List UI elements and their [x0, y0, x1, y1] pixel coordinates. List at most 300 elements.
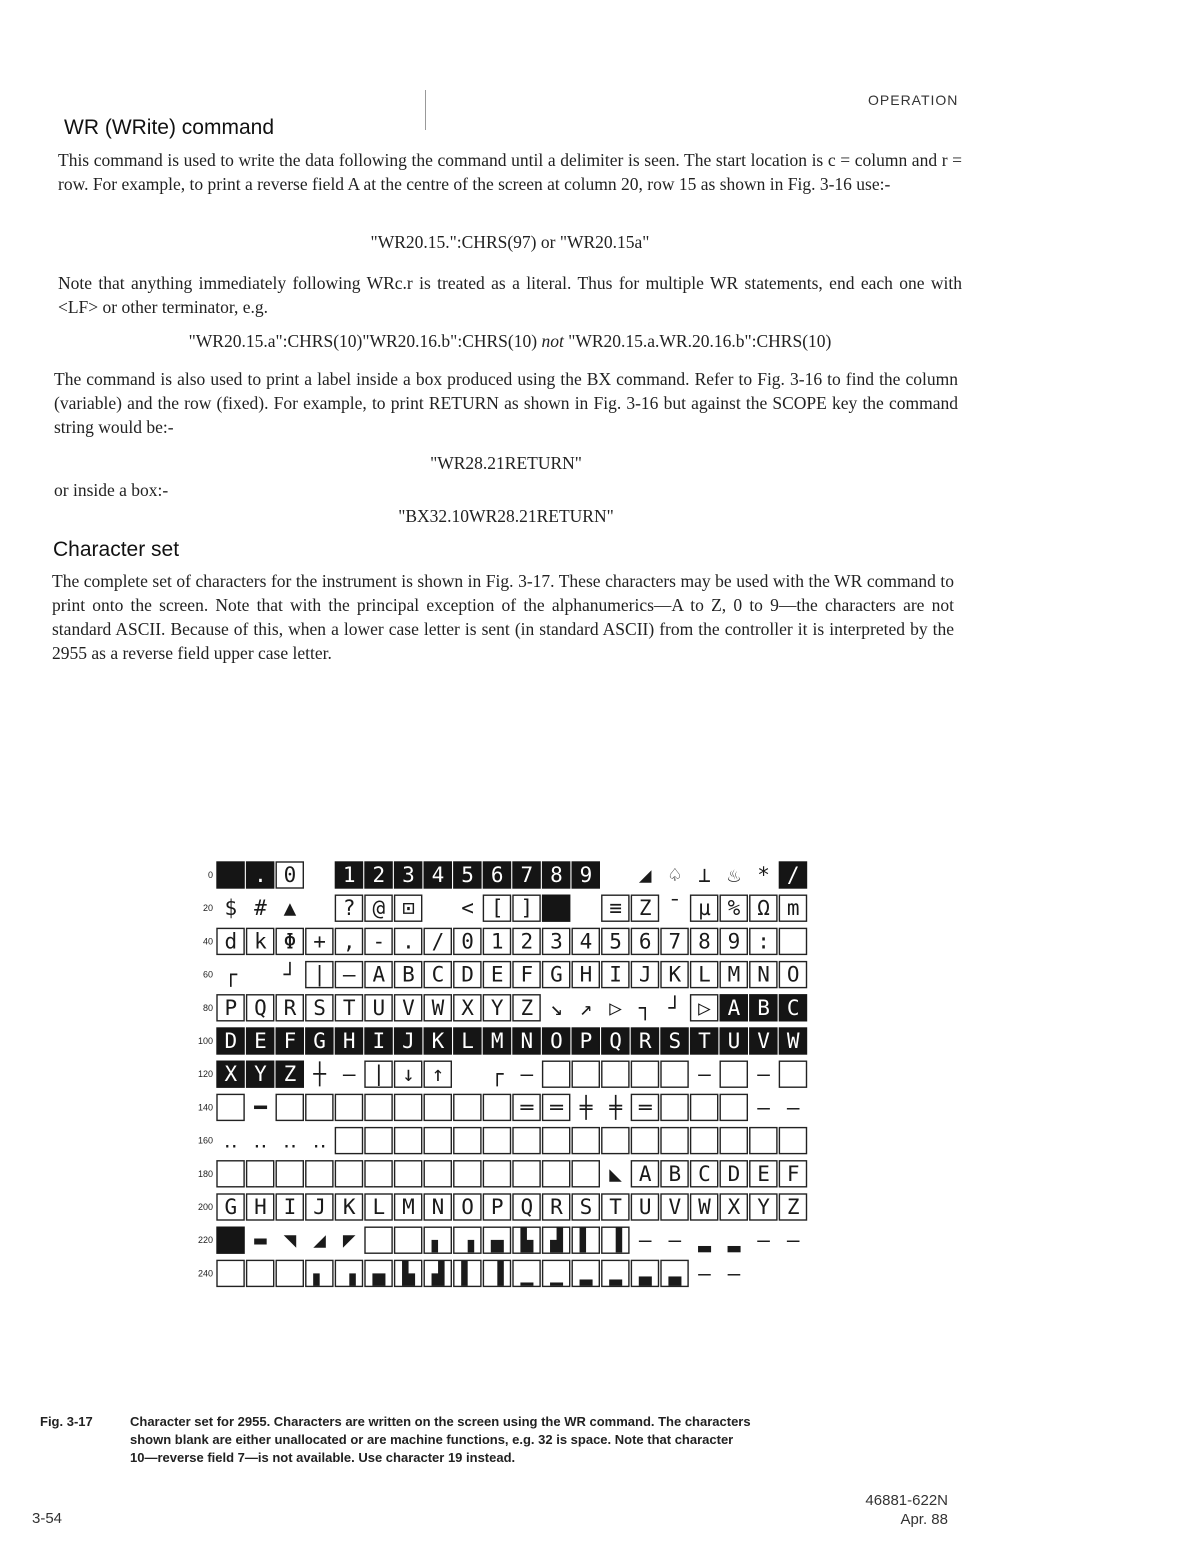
character-glyph: ╪	[579, 1095, 593, 1120]
cell-frame	[543, 1161, 570, 1187]
character-cell	[217, 1028, 244, 1054]
character-cell	[217, 928, 244, 954]
character-cell	[787, 1095, 800, 1119]
character-glyph: :	[757, 929, 770, 954]
character-cell	[454, 1194, 481, 1220]
character-cell	[335, 1128, 362, 1154]
character-cell	[306, 928, 333, 954]
character-glyph: 7	[668, 929, 682, 954]
character-glyph: Z	[283, 1062, 297, 1087]
character-cell	[454, 995, 481, 1021]
character-glyph: H	[254, 1195, 267, 1219]
document-date: Apr. 88	[900, 1511, 948, 1528]
character-cell	[365, 1128, 392, 1154]
character-cell	[483, 862, 510, 888]
character-cell	[454, 1028, 481, 1054]
character-glyph: ▟	[431, 1261, 445, 1286]
character-cell	[572, 1260, 599, 1286]
character-glyph: ▷	[609, 995, 622, 1020]
character-glyph: ‥	[253, 1128, 268, 1153]
character-glyph: ▙	[520, 1228, 534, 1253]
character-cell	[276, 1061, 303, 1087]
character-glyph: ▟	[550, 1228, 563, 1253]
binding-mark	[425, 90, 426, 130]
character-glyph: ▂	[698, 1228, 711, 1253]
character-glyph: V	[668, 1195, 682, 1219]
row-label: 180	[197, 1168, 213, 1179]
character-glyph: E	[254, 1029, 267, 1053]
character-glyph: K	[431, 1029, 445, 1053]
character-cell	[306, 1260, 333, 1286]
character-cell	[217, 1227, 244, 1253]
character-cell	[779, 995, 806, 1021]
character-cell	[543, 1128, 570, 1154]
character-cell	[254, 896, 267, 920]
character-cell	[779, 928, 806, 954]
character-cell	[779, 1028, 806, 1054]
character-glyph: µ	[698, 896, 711, 921]
character-cell	[483, 895, 510, 921]
character-cell	[483, 962, 510, 988]
character-cell	[276, 1161, 303, 1187]
character-cell	[306, 962, 333, 988]
cell-frame	[602, 1061, 629, 1087]
character-cell	[395, 1028, 422, 1054]
character-glyph: ┌	[224, 962, 238, 987]
character-glyph: W	[431, 995, 445, 1020]
character-cell	[691, 1028, 718, 1054]
character-glyph: ▖	[431, 1228, 445, 1253]
character-glyph: 0	[283, 863, 297, 887]
character-glyph: C	[786, 995, 800, 1020]
character-glyph: -	[372, 929, 386, 954]
character-glyph: ⊥	[698, 863, 711, 887]
character-glyph: ═	[638, 1095, 652, 1120]
character-glyph: ▬	[254, 1228, 267, 1253]
character-cell	[631, 1128, 658, 1154]
character-glyph: —	[727, 1261, 741, 1286]
character-cell	[247, 1061, 274, 1087]
character-cell	[661, 1260, 688, 1286]
cell-frame	[631, 1128, 658, 1154]
character-cell	[750, 895, 777, 921]
character-cell	[276, 1094, 303, 1120]
character-glyph: ┐	[638, 995, 652, 1020]
character-cell	[491, 1062, 504, 1087]
character-cell	[572, 1128, 599, 1154]
character-glyph: F	[520, 962, 534, 987]
character-cell	[365, 1227, 392, 1253]
character-cell	[454, 862, 481, 888]
character-glyph: H	[579, 962, 593, 987]
character-cell	[395, 995, 422, 1021]
character-glyph: Y	[757, 1195, 770, 1219]
character-cell	[424, 1094, 451, 1120]
character-cell	[750, 928, 777, 954]
character-glyph: U	[372, 995, 386, 1020]
character-glyph: K	[342, 1195, 356, 1219]
character-glyph: U	[727, 1029, 741, 1053]
character-glyph: ▙	[402, 1261, 415, 1286]
character-cell	[513, 1227, 540, 1253]
character-glyph: G	[313, 1029, 326, 1053]
character-cell	[697, 1228, 711, 1253]
character-cell	[312, 1061, 326, 1087]
cell-frame	[395, 1227, 422, 1253]
running-head: OPERATION	[868, 92, 959, 108]
character-cell	[454, 1128, 481, 1154]
character-glyph: O	[461, 1195, 474, 1219]
character-cell	[757, 1062, 770, 1086]
character-cell	[283, 1129, 297, 1153]
character-glyph: ◥	[283, 1228, 297, 1253]
character-cell	[335, 1028, 362, 1054]
character-glyph: G	[550, 962, 563, 987]
character-glyph: D	[727, 1161, 741, 1186]
cell-frame	[306, 1161, 333, 1187]
character-glyph: ┘	[283, 962, 297, 987]
figure-caption-line-2: shown blank are either unallocated or are machine functions, e.g. 32 is space. Note that character	[130, 1432, 734, 1447]
character-cell	[365, 962, 392, 988]
character-glyph: A	[372, 962, 386, 987]
character-glyph: —	[757, 1228, 770, 1253]
character-cell	[720, 1128, 747, 1154]
character-cell	[217, 1161, 244, 1187]
cell-frame	[217, 1161, 244, 1187]
character-glyph: —	[698, 1062, 711, 1087]
character-cell	[728, 863, 741, 887]
cell-frame	[395, 1094, 422, 1120]
character-cell	[365, 928, 392, 954]
character-glyph: —	[786, 1095, 800, 1120]
character-cell	[313, 1228, 326, 1252]
character-glyph: d	[224, 929, 238, 954]
character-cell	[247, 995, 274, 1021]
cell-frame	[779, 1061, 806, 1087]
wr-example-2-correct: "WR20.15.a":CHRS(10)"WR20.16.b":CHRS(10)	[188, 331, 538, 351]
cell-frame	[750, 1128, 777, 1154]
character-glyph: ▃	[668, 1261, 682, 1286]
character-cell	[728, 1261, 741, 1285]
character-glyph: L	[698, 962, 711, 987]
character-glyph: 2	[372, 863, 386, 887]
character-glyph: 5	[609, 929, 622, 954]
cell-frame	[720, 1128, 747, 1154]
character-glyph: W	[786, 1029, 800, 1053]
character-cell	[779, 1161, 806, 1187]
character-glyph: A	[638, 1161, 652, 1186]
character-cell	[424, 962, 451, 988]
character-cell	[543, 1094, 570, 1120]
character-cell	[513, 1128, 540, 1154]
character-glyph: ¯	[668, 896, 682, 921]
character-glyph: B	[402, 962, 415, 987]
character-glyph: P	[579, 1029, 593, 1053]
character-cell	[513, 1194, 540, 1220]
character-glyph: —	[342, 1062, 356, 1087]
character-cell	[609, 996, 622, 1020]
cell-frame	[217, 1094, 244, 1120]
character-cell	[520, 1062, 533, 1086]
character-glyph: ♨	[727, 863, 741, 887]
character-cell	[395, 1260, 422, 1286]
character-cell	[454, 928, 481, 954]
cell-frame	[365, 1227, 392, 1253]
row-label: 120	[197, 1069, 213, 1080]
character-glyph: 6	[638, 929, 652, 954]
character-cell	[750, 1161, 777, 1187]
cell-frame	[306, 1094, 333, 1120]
character-cell	[483, 1260, 510, 1286]
character-cell	[276, 928, 303, 954]
wr-example-2-incorrect: "WR20.15.a.WR.20.16.b":CHRS(10)	[568, 331, 832, 351]
character-glyph: F	[786, 1161, 800, 1186]
character-glyph: 4	[431, 863, 445, 887]
character-glyph: .	[402, 929, 415, 954]
character-cell	[720, 928, 747, 954]
character-glyph: +	[313, 929, 326, 954]
cell-frame	[661, 1128, 688, 1154]
character-glyph: —	[342, 962, 356, 987]
character-cell	[609, 1162, 622, 1186]
character-glyph: Y	[254, 1062, 267, 1087]
character-cell	[779, 1194, 806, 1220]
character-glyph: ▗	[342, 1261, 356, 1286]
character-cell	[543, 1028, 570, 1054]
character-cell	[395, 895, 422, 921]
character-glyph: E	[490, 962, 504, 987]
character-glyph: L	[372, 1195, 386, 1219]
character-cell	[306, 1161, 333, 1187]
character-glyph: —	[757, 1095, 770, 1120]
character-cell	[335, 962, 362, 988]
character-cell	[454, 962, 481, 988]
cell-frame	[779, 1128, 806, 1154]
figure-caption-line-3: 10—reverse field 7—is not available. Use character 19 instead.	[130, 1450, 516, 1465]
cell-frame	[247, 1161, 274, 1187]
cell-frame	[691, 1128, 718, 1154]
character-cell	[691, 1161, 718, 1187]
character-glyph: W	[698, 1195, 711, 1219]
character-cell	[779, 1128, 806, 1154]
character-cell	[779, 1061, 806, 1087]
character-cell	[424, 862, 451, 888]
cell-frame	[543, 1128, 570, 1154]
character-glyph: |	[372, 1062, 386, 1087]
character-cell	[691, 895, 718, 921]
row-label: 160	[197, 1135, 213, 1146]
character-cell	[247, 928, 274, 954]
character-cell	[513, 962, 540, 988]
character-glyph: ▌	[579, 1228, 593, 1253]
cell-frame	[365, 1161, 392, 1187]
character-cell	[757, 1095, 770, 1119]
character-cell	[668, 1228, 681, 1252]
character-cell	[757, 863, 770, 887]
character-glyph: @	[372, 896, 386, 921]
cell-frame	[217, 1227, 244, 1253]
character-cell	[365, 862, 392, 888]
character-glyph: Y	[490, 995, 504, 1020]
character-cell	[217, 862, 244, 888]
row-label: 200	[197, 1202, 213, 1212]
character-glyph: 9	[727, 929, 741, 954]
character-cell	[572, 1227, 599, 1253]
character-glyph: B	[668, 1161, 682, 1186]
character-cell	[691, 928, 718, 954]
cell-frame	[720, 1094, 747, 1120]
character-glyph: ▁	[550, 1261, 563, 1286]
character-cell	[483, 1028, 510, 1054]
character-glyph: 8	[550, 863, 563, 887]
character-cell	[572, 1194, 599, 1220]
character-glyph: T	[342, 995, 356, 1020]
character-cell	[720, 1094, 747, 1120]
character-glyph: ▁	[520, 1261, 534, 1286]
character-cell	[276, 862, 303, 888]
character-glyph: J	[313, 1195, 326, 1219]
character-cell	[283, 962, 297, 987]
cell-frame	[217, 862, 244, 888]
character-cell	[365, 1161, 392, 1187]
character-glyph: Ω	[757, 896, 770, 921]
character-cell	[424, 1194, 451, 1220]
cell-frame	[483, 1161, 510, 1187]
character-cell	[513, 1094, 540, 1120]
character-cell	[247, 862, 274, 888]
cell-frame	[395, 1128, 422, 1154]
character-glyph: ▂	[579, 1261, 593, 1286]
character-glyph: %	[727, 896, 741, 921]
character-glyph: 3	[550, 929, 563, 954]
character-cell	[720, 1194, 747, 1220]
character-cell	[247, 1260, 274, 1286]
character-cell	[284, 1228, 297, 1252]
character-cell	[661, 962, 688, 988]
character-glyph: ▗	[461, 1228, 474, 1253]
cell-frame	[454, 1094, 481, 1120]
document-number: 46881-622N	[865, 1492, 948, 1509]
character-glyph: M	[490, 1029, 504, 1053]
character-cell	[224, 963, 237, 988]
character-cell	[572, 1061, 599, 1087]
character-glyph: ▂	[609, 1261, 622, 1286]
character-cell	[424, 1028, 451, 1054]
character-cell	[276, 1260, 303, 1286]
character-cell	[483, 995, 510, 1021]
character-glyph: V	[757, 1029, 770, 1053]
character-glyph: ≡	[609, 896, 622, 921]
character-cell	[513, 1260, 540, 1286]
character-cell	[247, 1194, 274, 1220]
character-glyph: 1	[490, 929, 504, 954]
character-cell	[661, 928, 688, 954]
character-cell	[513, 862, 540, 888]
character-cell	[631, 895, 658, 921]
character-glyph: J	[402, 1029, 415, 1053]
charset-section-heading: Character set	[53, 538, 180, 561]
character-glyph: <	[461, 896, 474, 921]
character-glyph: |	[313, 962, 326, 987]
character-cell	[639, 863, 652, 887]
character-cell	[424, 1260, 451, 1286]
character-glyph: X	[224, 1062, 238, 1087]
character-glyph: 1	[342, 863, 356, 887]
character-cell	[284, 896, 297, 920]
character-cell	[720, 895, 747, 921]
cell-frame	[247, 1260, 274, 1286]
character-cell	[424, 1227, 451, 1253]
cell-frame	[631, 1061, 658, 1087]
character-glyph: k	[254, 929, 267, 954]
cell-frame	[276, 1161, 303, 1187]
character-glyph: —	[668, 1228, 682, 1253]
character-glyph: C	[698, 1161, 711, 1186]
character-cell	[698, 1062, 711, 1086]
character-glyph: 9	[579, 863, 593, 887]
character-glyph: /	[431, 929, 445, 954]
figure-caption-line-1: Character set for 2955. Characters are written on the screen using the WR command. The characters	[130, 1414, 751, 1429]
character-glyph: B	[757, 995, 770, 1020]
figure-caption-label: Fig. 3-17	[40, 1414, 93, 1429]
character-glyph: ┌	[490, 1062, 504, 1087]
wr-example-3: "WR28.21RETURN"	[430, 453, 582, 473]
character-glyph: *	[757, 863, 770, 887]
character-cell	[691, 1094, 718, 1120]
character-cell	[247, 1028, 274, 1054]
row-label: 240	[197, 1268, 213, 1279]
cell-frame	[395, 1161, 422, 1187]
character-cell	[787, 1228, 800, 1252]
character-cell	[661, 1161, 688, 1187]
cell-frame	[276, 1260, 303, 1286]
cell-frame	[365, 1128, 392, 1154]
character-glyph: Z	[520, 995, 534, 1020]
character-cell	[395, 1227, 422, 1253]
character-glyph: ↘	[550, 995, 563, 1020]
character-cell	[691, 962, 718, 988]
character-cell	[543, 1161, 570, 1187]
character-glyph: ↓	[402, 1062, 415, 1087]
row-label: 0	[207, 870, 213, 880]
character-cell	[572, 962, 599, 988]
character-glyph: Q	[254, 995, 267, 1020]
cell-frame	[543, 895, 570, 921]
character-glyph: ┼	[313, 1062, 326, 1087]
character-cell	[631, 1028, 658, 1054]
character-cell	[395, 1161, 422, 1187]
character-cell	[543, 862, 570, 888]
or-inside-a-box: or inside a box:-	[54, 480, 169, 500]
character-cell	[365, 1094, 392, 1120]
character-cell	[335, 1260, 362, 1286]
character-glyph: D	[461, 962, 474, 987]
character-cell	[661, 1194, 688, 1220]
character-cell	[698, 863, 711, 887]
character-cell	[513, 1161, 540, 1187]
character-cell	[276, 1028, 303, 1054]
character-glyph: C	[431, 962, 445, 987]
character-cell	[365, 995, 392, 1021]
character-glyph: I	[283, 1195, 297, 1219]
character-cell	[335, 862, 362, 888]
character-glyph: J	[638, 962, 652, 987]
cell-frame	[602, 1128, 629, 1154]
character-glyph: ╪	[609, 1095, 622, 1120]
character-cell	[513, 928, 540, 954]
character-cell	[572, 1161, 599, 1187]
character-glyph: P	[224, 995, 238, 1020]
